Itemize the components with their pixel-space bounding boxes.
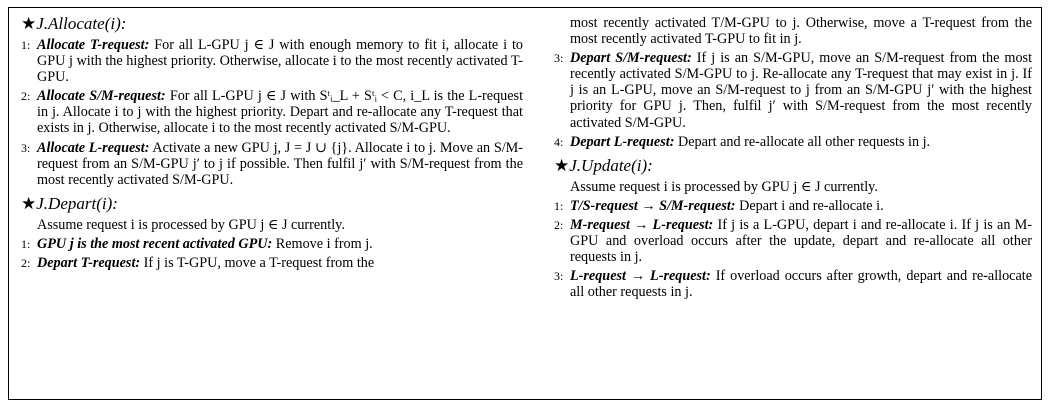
algorithm-box (8, 7, 1042, 400)
list-item: 1: Allocate T-request: For all L-GPU j ∈ J with enough memory to fit i, allocate i to GPU j with the highest priority. Otherwise, allocate i to the most recently activated T-GPU. (21, 37, 523, 86)
list-item: 3: Allocate L-request: Activate a new GPU j, J = J ∪ {j}. Allocate i to j. Move an S/M-request from an S/M-GPU j′ to j if possible. Then fulfil j′ with S/M-request from the most recently activated S/M-GPU. (21, 139, 524, 188)
list-item: 2: Depart T-request: If j is T-GPU, move a T-request from the (21, 255, 375, 272)
depart-steps (21, 236, 523, 271)
list-item: 1: GPU j is the most recent activated GPU: Remove i from j. (21, 235, 373, 252)
depart-header: ★J.Depart(i): (21, 193, 118, 213)
list-item: 2: Allocate S/M-request: For all L-GPU j ∈ J with Sᵗᵢ_L + Sᵗᵢ < C, i_L is the L-request in j. Allocate i to j with the highest priority. Depart and re-allocate any T-request that exists in j. Otherwise, allocate i to the most recently activated S/M-GPU. (21, 88, 524, 137)
list-item: 3: L-request → L-request: If overload occurs after growth, depart and re-allocate all other requests in j. (554, 268, 1033, 301)
depart-continuation: most recently activated T/M-GPU to j. Otherwise, move a T-request from the most recently activated T-GPU to fit in j. (570, 15, 1032, 48)
update-lead: Assume request i is processed by GPU j ∈ J currently. (570, 178, 878, 195)
left-column (21, 8, 523, 274)
list-item: 1: T/S-request → S/M-request: Depart i and re-allocate i. (554, 197, 884, 214)
list-item: 4: Depart L-request: Depart and re-allocate all other requests in j. (554, 133, 931, 150)
depart-lead: Assume request i is processed by GPU j ∈ J currently. (37, 216, 345, 233)
star-icon: ★ (21, 193, 37, 213)
right-column (554, 8, 1032, 303)
update-steps (554, 198, 1032, 301)
list-item: 3: Depart S/M-request: If j is an S/M-GPU, move an S/M-request from the most recently activated S/M-GPU to j. Re-allocate any T-request that may exist in j. If j is an L-GPU, move an S/M-request to j from an S/M-GPU j′ with the highest priority for GPU j. Then, fulfil j′ with S/M-request from the most recently activated S/M-GPU. (554, 50, 1033, 131)
update-header: ★J.Update(i): (554, 155, 653, 175)
allocate-header: ★J.Allocate(i): (21, 14, 127, 33)
depart-steps-cont (554, 50, 1032, 150)
star-icon: ★ (554, 155, 570, 175)
allocate-steps (21, 37, 523, 188)
list-item: 2: M-request → L-request: If j is a L-GPU, depart i and re-allocate i. If j is an M-GPU and overload occurs after the update, depart and re-allocate all other requests in j. (554, 216, 1032, 266)
star-icon: ★ (21, 14, 37, 33)
